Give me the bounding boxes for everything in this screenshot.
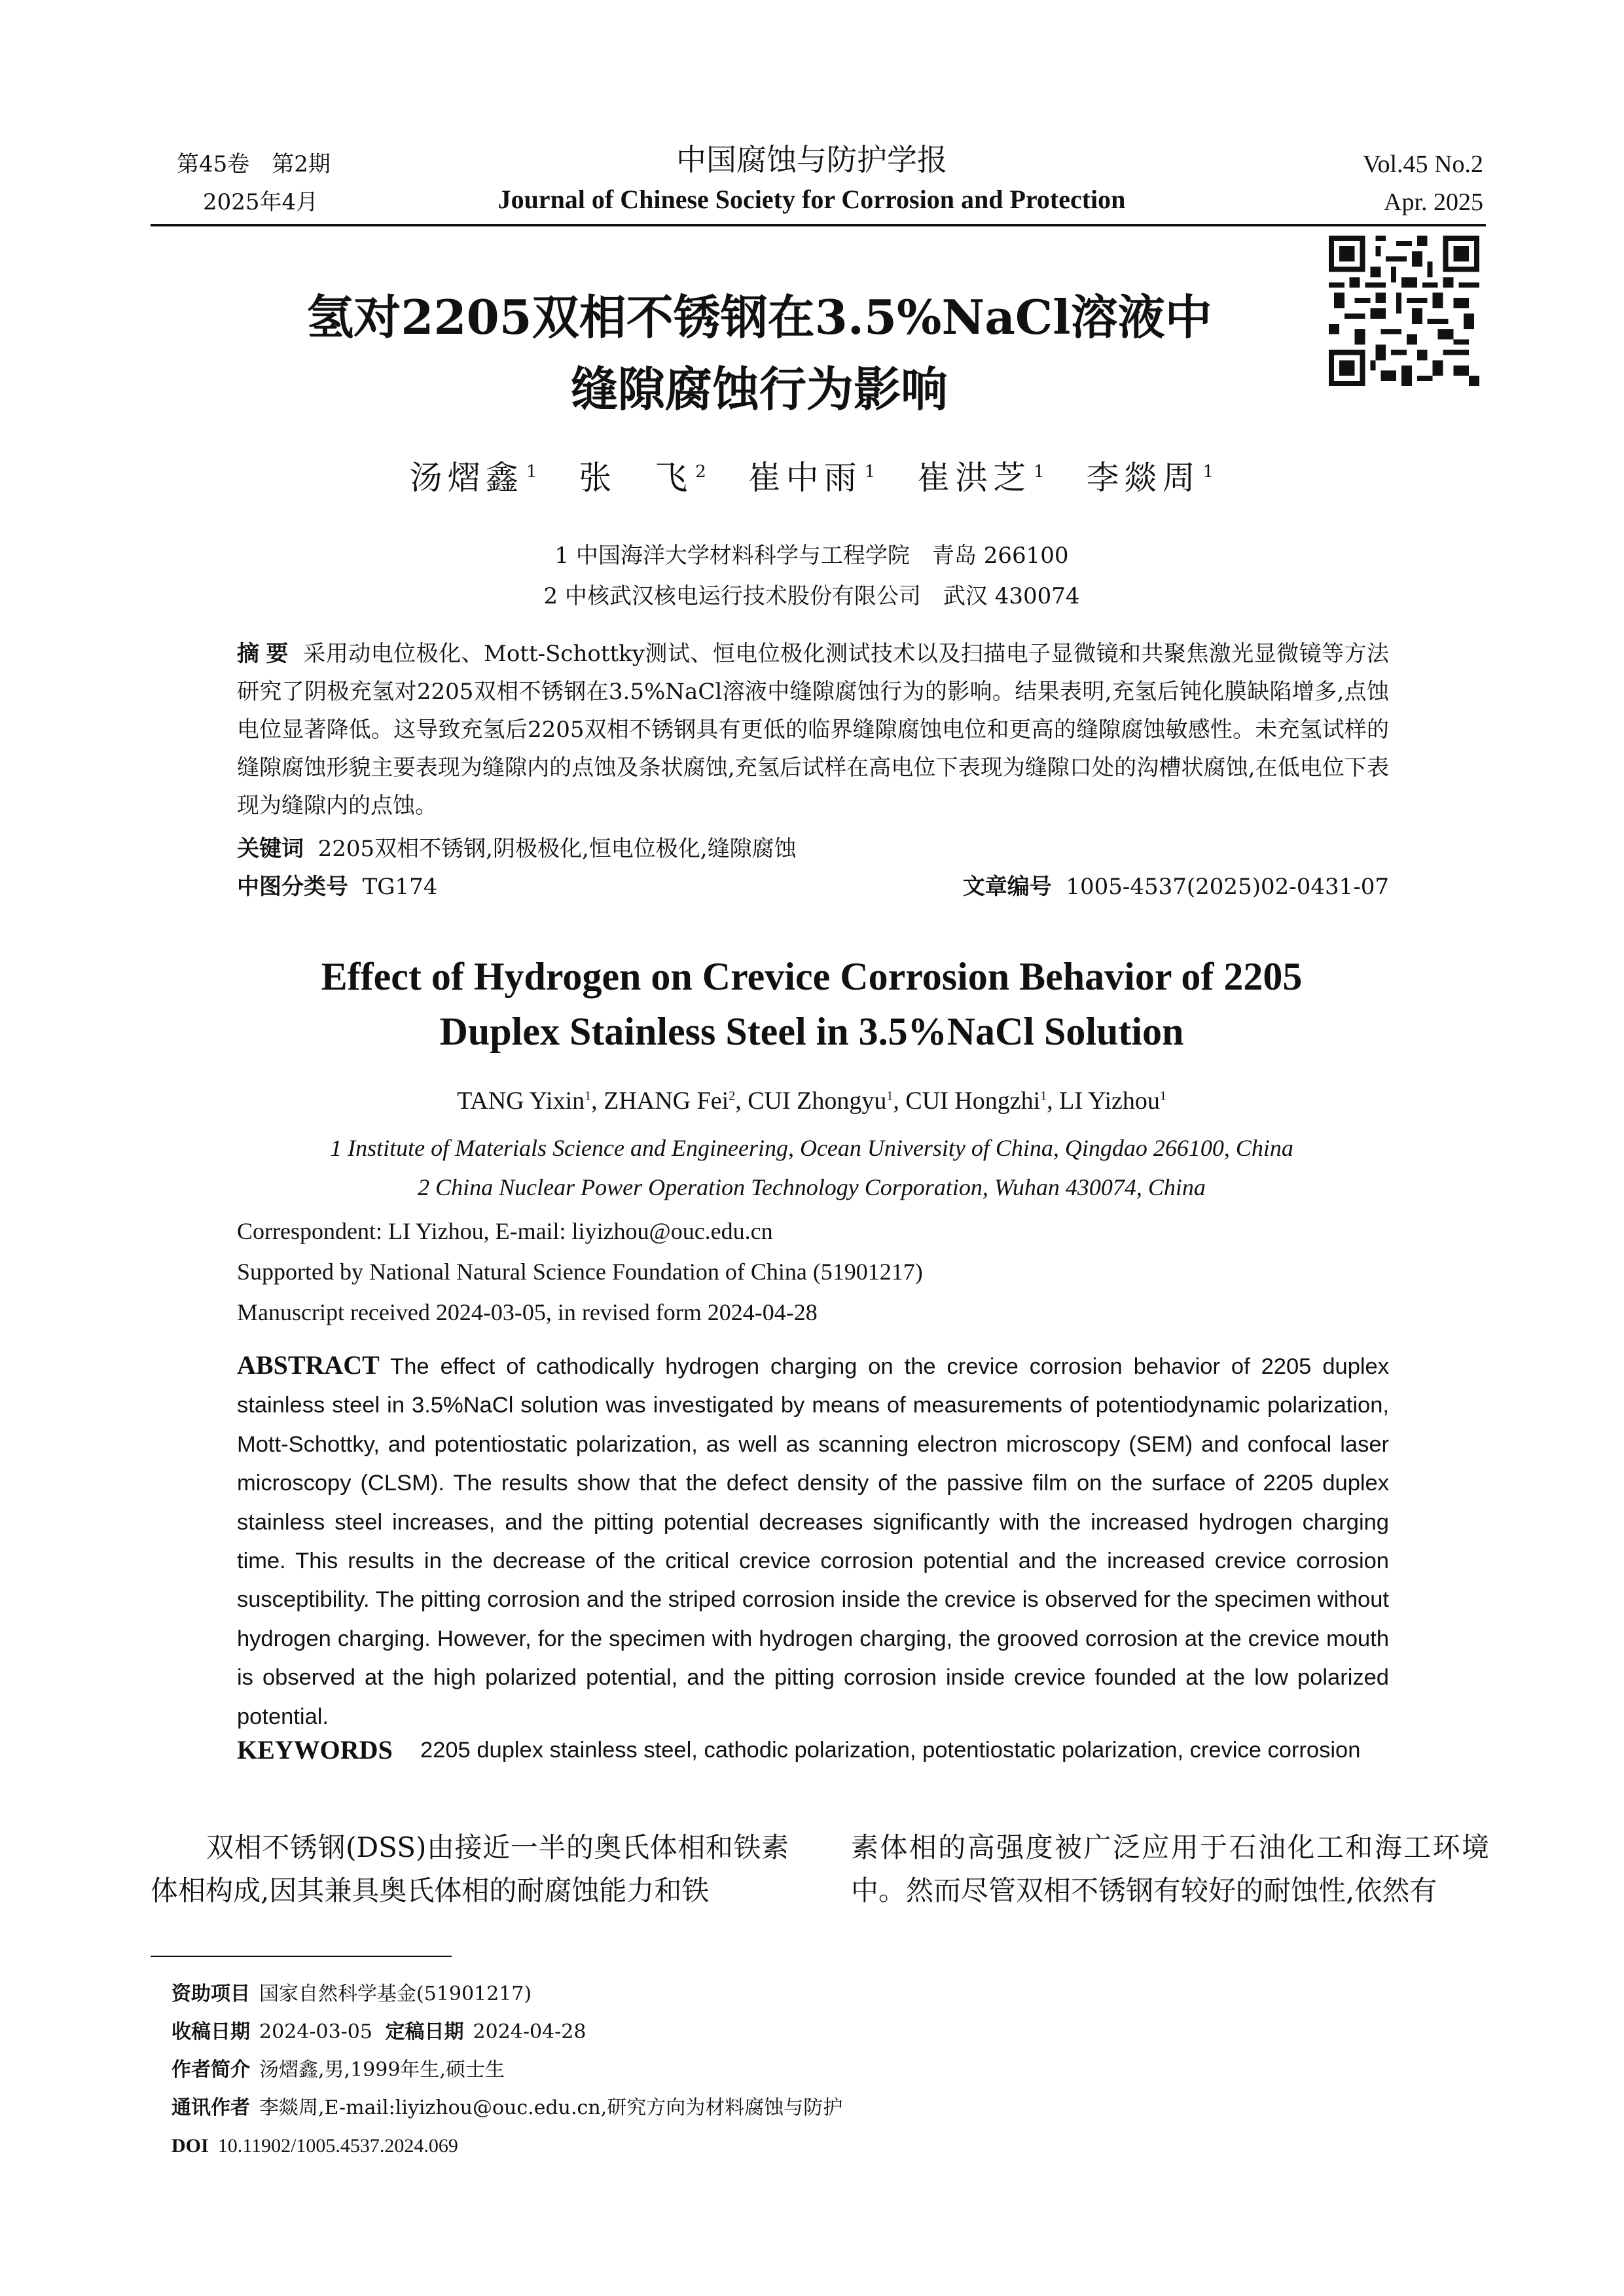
keywords-en [237,1734,1389,1766]
footnote-label: 作者简介 [171,2059,250,2081]
footnote-dates [171,2013,1153,2051]
classification-label: 中图分类号 [237,874,348,899]
keywords-cn-text: 2205双相不锈钢,阴极极化,恒电位极化,缝隙腐蚀 [317,836,797,862]
author-cn-affil: 1 [864,462,876,482]
qr-code-icon[interactable] [1329,236,1479,386]
affiliations-cn [196,535,1427,617]
affiliations-en [196,1128,1427,1207]
title-cn [196,281,1322,425]
affiliation-en-1: 1 Institute of Materials Science and Engineering, Ocean University of China, Qingdao 266100, China [330,1135,1293,1161]
received-dates: Manuscript received 2024-03-05, in revised form 2024-04-28 [237,1299,818,1325]
title-cn-line2: 缝隙腐蚀行为影响 [570,361,948,417]
author-en: LI Yizhou [1059,1087,1160,1115]
body-column-left: 双相不锈钢(DSS)由接近一半的奥氏体相和铁素体相构成,因其兼具奥氏体相的耐腐蚀能力和铁 [151,1831,789,1907]
abstract-en [237,1346,1389,1736]
abstract-cn [237,635,1389,825]
keywords-en-label: KEYWORDS [237,1735,393,1765]
header-journal [458,139,1165,219]
author-cn: 张 飞 [579,459,693,497]
abstract-cn-text: 采用动电位极化、Mott-Schottky测试、恒电位极化测试技术以及扫描电子显微镜和共聚焦激光显微镜等方法研究了阴极充氢对2205双相不锈钢在3.5%NaCl溶液中缝隙腐蚀行为的影响。结果表明,充氢后钝化膜缺陷增多,点蚀电位显著降低。这导致充氢后2205双相不锈钢具有更低的临界缝隙腐蚀电位和更高的缝隙腐蚀敏感性。未充氢试样的缝隙腐蚀形貌主要表现为缝隙内的点蚀及条状腐蚀,充氢后试样在高电位下表现为缝隙口处的沟槽状腐蚀,在低电位下表现为缝隙内的点蚀。 [237,641,1389,819]
footnote-label: 资助项目 [171,1983,250,2005]
author-en-affil: 1 [585,1088,592,1103]
funding: Supported by National Natural Science Foundation of China (51901217) [237,1259,923,1285]
author-en-affil: 1 [1040,1088,1047,1103]
header-volume-issue-cn: 第45卷 第2期 [177,151,331,177]
authors-cn [196,452,1427,499]
keywords-cn [237,830,1389,868]
author-en: CUI Zhongyu [748,1087,887,1115]
header-volume-en [1363,145,1483,221]
header-rule [151,224,1486,226]
author-en: TANG Yixin [457,1087,585,1115]
abstract-en-text: The effect of cathodically hydrogen charging on the crevice corrosion behavior of 2205 duplex stainless steel in 3.5%NaCl solution was investigated by means of measurements of potentiodynamic polarization, Mott-Schottky, and potentiostatic polarization, as well as scanning electron microscopy (SEM) and confocal laser microscopy (CLSM). The results show that the defect density of the passive film on the surface of 2205 duplex stainless steel increases, and the pitting potential decreases significantly with the increased hydrogen charging time. This results in the decrease of the critical crevice corrosion potential and the increased crevice corrosion susceptibility. The pitting corrosion and the striped corrosion inside the crevice is observed for the specimen without hydrogen charging. However, for the specimen with hydrogen charging, the grooved corrosion at the crevice mouth is observed at the high polarized potential, and the pitting corrosion inside crevice founded at the low polarized potential. [237,1354,1389,1729]
author-en: CUI Hongzhi [905,1087,1041,1115]
footnote-text: 李燚周,E-mail:liyizhou@ouc.edu.cn,研究方向为材料腐蚀与防护 [259,2096,843,2119]
abstract-en-label: ABSTRACT [237,1350,380,1380]
footnote-text: 2024-04-28 [473,2020,586,2043]
journal-title-cn: 中国腐蚀与防护学报 [676,142,947,177]
affiliation-cn-1: 1 中国海洋大学材料科学与工程学院 青岛 266100 [554,543,1069,569]
footnote-author-bio [171,2051,1153,2089]
affiliation-cn-2: 2 中核武汉核电运行技术股份有限公司 武汉 430074 [543,583,1080,609]
header-volume-cn [177,145,331,221]
author-cn-affil: 1 [1202,462,1214,482]
footnote-funding [171,1975,1153,2013]
classification-row [237,868,1389,906]
author-en-affil: 1 [1159,1088,1166,1103]
body-column-right: 素体相的高强度被广泛应用于石油化工和海工环境中。然而尽管双相不锈钢有较好的耐蚀性,依然有 [851,1831,1489,1907]
author-cn-affil: 1 [1034,462,1045,482]
author-en: ZHANG Fei [604,1087,729,1115]
footnote-label: 通讯作者 [171,2097,250,2119]
article-meta-en [237,1211,1389,1333]
footnote-label: 收稿日期 [171,2021,250,2043]
authors-en: TANG Yixin$^1$, ZHANG Fei$^2$, CUI Zhongyu$^1$, CUI Hongzhi$^1$, LI Yizhou$^1$ [457,1087,1166,1115]
footnote-rule [151,1956,452,1957]
header-volume-issue-en: Vol.45 No.2 [1362,151,1483,178]
correspondent: Correspondent: LI Yizhou, E-mail: liyizhou@ouc.edu.cn [237,1218,773,1244]
footnote-label: 定稿日期 [385,2021,464,2043]
footnote-text: 国家自然科学基金(51901217) [259,1982,532,2005]
author-cn: 崔洪芝 [917,459,1032,497]
header-date-en: Apr. 2025 [1384,188,1483,216]
author-cn-affil: 1 [526,462,537,482]
header-date-cn: 2025年4月 [203,189,319,215]
author-en-affil: 1 [886,1088,893,1103]
journal-title-en: Journal of Chinese Society for Corrosion and Protection [497,185,1126,214]
footnote-doi [171,2127,1153,2165]
title-cn-line1: 氢对2205双相不锈钢在3.5%NaCl溶液中 [306,289,1212,345]
affiliation-en-2: 2 China Nuclear Power Operation Technology Corporation, Wuhan 430074, China [418,1174,1206,1200]
title-en-line2: Duplex Stainless Steel in 3.5%NaCl Solution [439,1010,1184,1053]
footnote-text: 2024-03-05 [259,2020,372,2043]
footnote-label: DOI [171,2135,209,2157]
footnotes [171,1975,1153,2165]
article-number [963,868,1389,906]
classification-value: TG174 [362,874,438,900]
title-en [196,949,1427,1059]
author-cn: 李燚周 [1086,459,1200,497]
article-number-value: 1005-4537(2025)02-0431-07 [1066,874,1389,900]
article-number-label: 文章编号 [962,874,1052,899]
abstract-cn-label: 摘 要 [237,641,289,666]
footnote-text: 汤熠鑫,男,1999年生,硕士生 [259,2058,505,2081]
keywords-en-text: 2205 duplex stainless steel, cathodic polarization, potentiostatic polarization, crevice corrosion [420,1738,1361,1763]
title-en-line1: Effect of Hydrogen on Crevice Corrosion Behavior of 2205 [321,955,1303,998]
footnote-corresponding [171,2089,1153,2127]
author-cn: 汤熠鑫 [409,459,524,497]
keywords-cn-label: 关键词 [237,836,304,861]
doi-link[interactable]: 10.11902/1005.4537.2024.069 [217,2135,458,2157]
author-en-affil: 2 [729,1088,736,1103]
author-cn-affil: 2 [695,462,706,482]
author-cn: 崔中雨 [748,459,862,497]
